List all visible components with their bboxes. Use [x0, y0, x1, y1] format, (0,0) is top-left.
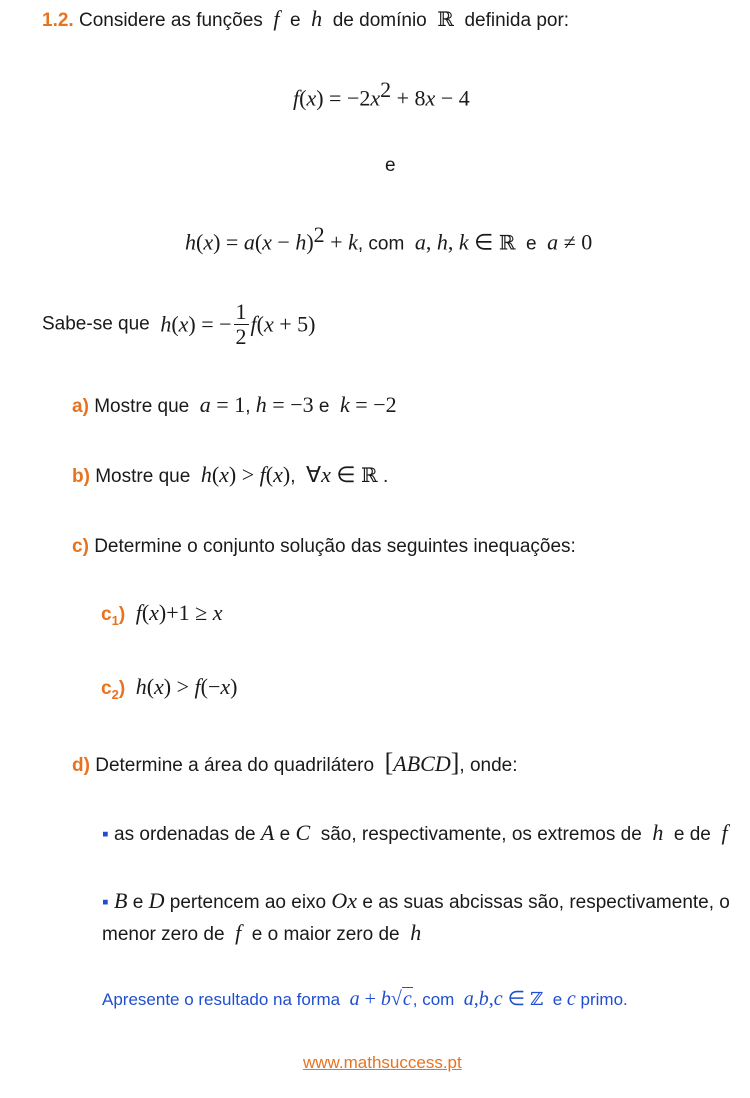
item-c1: $c_1$) f(x)+1 ≥ x: [101, 600, 223, 628]
item-c2: $c_2$) h(x) > f(−x): [101, 674, 238, 702]
bullet-marker: ▪: [102, 824, 109, 845]
e2-text: e: [526, 233, 537, 255]
domain-text: de domínio: [332, 10, 427, 31]
h-definition: $h(x) = a(x - h)^2 + k$, com a, h, k ∈ ℝ e a ≠ 0: [185, 222, 593, 255]
half-fraction: $\frac{1}{2}$: [235, 299, 247, 349]
reals-symbol: ℝ: [437, 7, 454, 31]
and-text: e: [290, 10, 301, 31]
with-text: , com: [357, 233, 405, 255]
intro-text: Considere as funções: [78, 10, 263, 31]
bullet-marker: ▪: [102, 892, 109, 913]
item-a-text: Mostre que: [94, 396, 190, 417]
item-c-text: Determine o conjunto solução das seguintes inequações:: [94, 536, 576, 557]
e-connector: e: [385, 155, 396, 176]
knowing-line: Sabe-se que h(x) = − $\frac{1}{2}$ f(x + 5): [42, 299, 316, 349]
problem-number: 1.2.: [42, 10, 74, 31]
bullet-2: ▪ B e D pertencem ao eixo Ox e as suas abcissas são, respectivamente, o: [102, 888, 730, 913]
item-d: d) Determine a área do quadrilátero [ABCD], onde:: [72, 748, 518, 777]
website-link[interactable]: www.mathsuccess.pt: [303, 1053, 462, 1072]
item-a: a) Mostre que a = 1, h = −3 e k = −2: [72, 392, 397, 417]
problem-statement: [42, 6, 569, 32]
bullet-1: ▪ as ordenadas de A e C são, respectivamente, os extremos de h e de f: [102, 820, 728, 845]
item-c-label: c): [72, 536, 89, 557]
item-b: b) Mostre que h(x) > f(x), ∀x ∈ ℝ .: [72, 462, 389, 487]
answer-note: Apresente o resultado na forma a + b√c, com a,b,c ∈ ℤ e c primo.: [102, 988, 628, 1010]
item-b-text: Mostre que: [95, 466, 191, 487]
item-d-text: Determine a área do quadrilátero: [95, 755, 375, 776]
item-c: [72, 536, 576, 558]
h-symbol: h: [311, 6, 323, 31]
defined-by-text: definida por:: [464, 10, 570, 31]
item-b-label: b): [72, 466, 90, 487]
bullet-2-cont: menor zero de f e o maior zero de h: [102, 920, 422, 945]
item-d-label: d): [72, 755, 90, 776]
f-symbol: f: [273, 6, 280, 31]
knowing-text: Sabe-se que: [42, 313, 150, 335]
item-a-label: a): [72, 396, 89, 417]
f-definition: $f(x) = -2x^2 + 8x - 4$: [293, 77, 470, 111]
